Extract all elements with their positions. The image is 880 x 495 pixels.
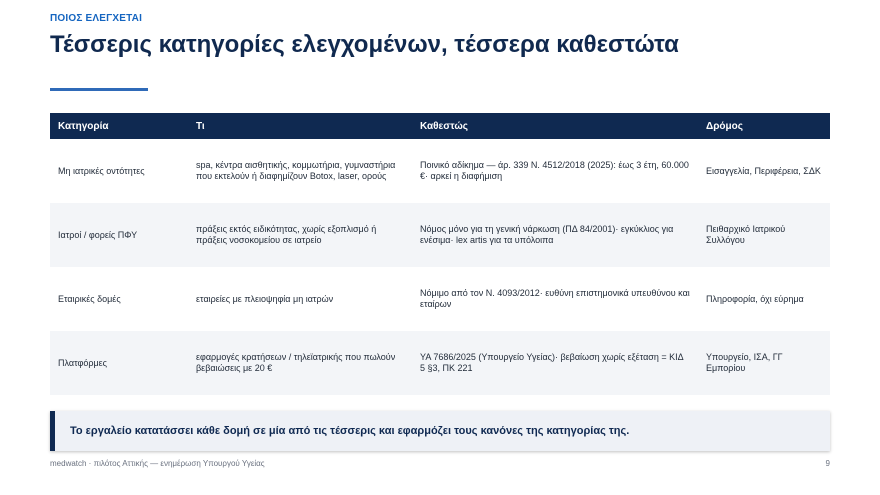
column-header-regime: Καθεστώς [412, 113, 698, 139]
cell-regime: Ποινικό αδίκημα — άρ. 339 Ν. 4512/2018 (2025): έως 3 έτη, 60.000 €· αρκεί η διαφήμιση [420, 160, 689, 181]
footer-source: medwatch · πιλότος Αττικής — ενημέρωση Υπουργού Υγείας [50, 459, 265, 468]
table-row [50, 267, 830, 331]
cell-route: Υπουργείο, ΙΣΑ, ΓΓ Εμπορίου [698, 331, 830, 395]
cell-route: Εισαγγελία, Περιφέρεια, ΣΔΚ [706, 165, 821, 176]
cell-route: Πειθαρχικό Ιατρικού Συλλόγου [698, 203, 830, 267]
title-underline [50, 88, 148, 91]
slide-title: Τέσσερις κατηγορίες ελεγχομένων, τέσσερα καθεστώτα [50, 31, 679, 58]
callout-text: Το εργαλείο κατατάσσει κάθε δομή σε μία από τις τέσσερις και εφαρμόζει τους κανόνες της κατηγορίας της. [70, 425, 630, 437]
cell-what: εφαρμογές κρατήσεων / τηλεϊατρικής που πωλούν βεβαιώσεις με 20 € [188, 331, 412, 395]
cell-what: πράξεις εκτός ειδικότητας, χωρίς εξοπλισμό ή πράξεις νοσοκομείου σε ιατρείο [188, 203, 412, 267]
summary-callout [50, 411, 830, 451]
cell-regime: Νόμος μόνο για τη γενική νάρκωση (ΠΔ 84/2001)· εγκύκλιος για ενέσιμα· lex artis για τα υπόλοιπα [412, 203, 698, 267]
cell-category: Πλατφόρμες [50, 331, 188, 395]
categories-table [50, 113, 830, 395]
table-row [50, 203, 830, 267]
section-eyebrow: ΠΟΙΟΣ ΕΛΕΓΧΕΤΑΙ [50, 13, 143, 24]
column-header-what: Τι [188, 113, 412, 139]
cell-regime: Νόμιμο από τον Ν. 4093/2012· ευθύνη επιστημονικά υπευθύνου και εταίρων [420, 288, 690, 309]
column-header-category: Κατηγορία [50, 113, 188, 139]
cell-what: εταιρείες με πλειοψηφία μη ιατρών [196, 293, 334, 304]
column-header-route: Δρόμος [698, 113, 830, 139]
table-row [50, 139, 830, 203]
cell-regime: ΥΑ 7686/2025 (Υπουργείο Υγείας)· βεβαίωση χωρίς εξέταση = ΚΙΔ 5 §3, ΠΚ 221 [412, 331, 698, 395]
page-number: 9 [825, 459, 830, 468]
cell-category: Ιατροί / φορείς ΠΦΥ [50, 203, 188, 267]
cell-category: Εταιρικές δομές [58, 293, 121, 304]
cell-route: Πληροφορία, όχι εύρημα [706, 293, 804, 304]
cell-category: Μη ιατρικές οντότητες [58, 165, 145, 176]
table-header-row [50, 113, 830, 139]
cell-what: spa, κέντρα αισθητικής, κομμωτήρια, γυμναστήρια που εκτελούν ή διαφημίζουν Botox, laser, ορούς [196, 160, 396, 181]
table-row [50, 331, 830, 395]
